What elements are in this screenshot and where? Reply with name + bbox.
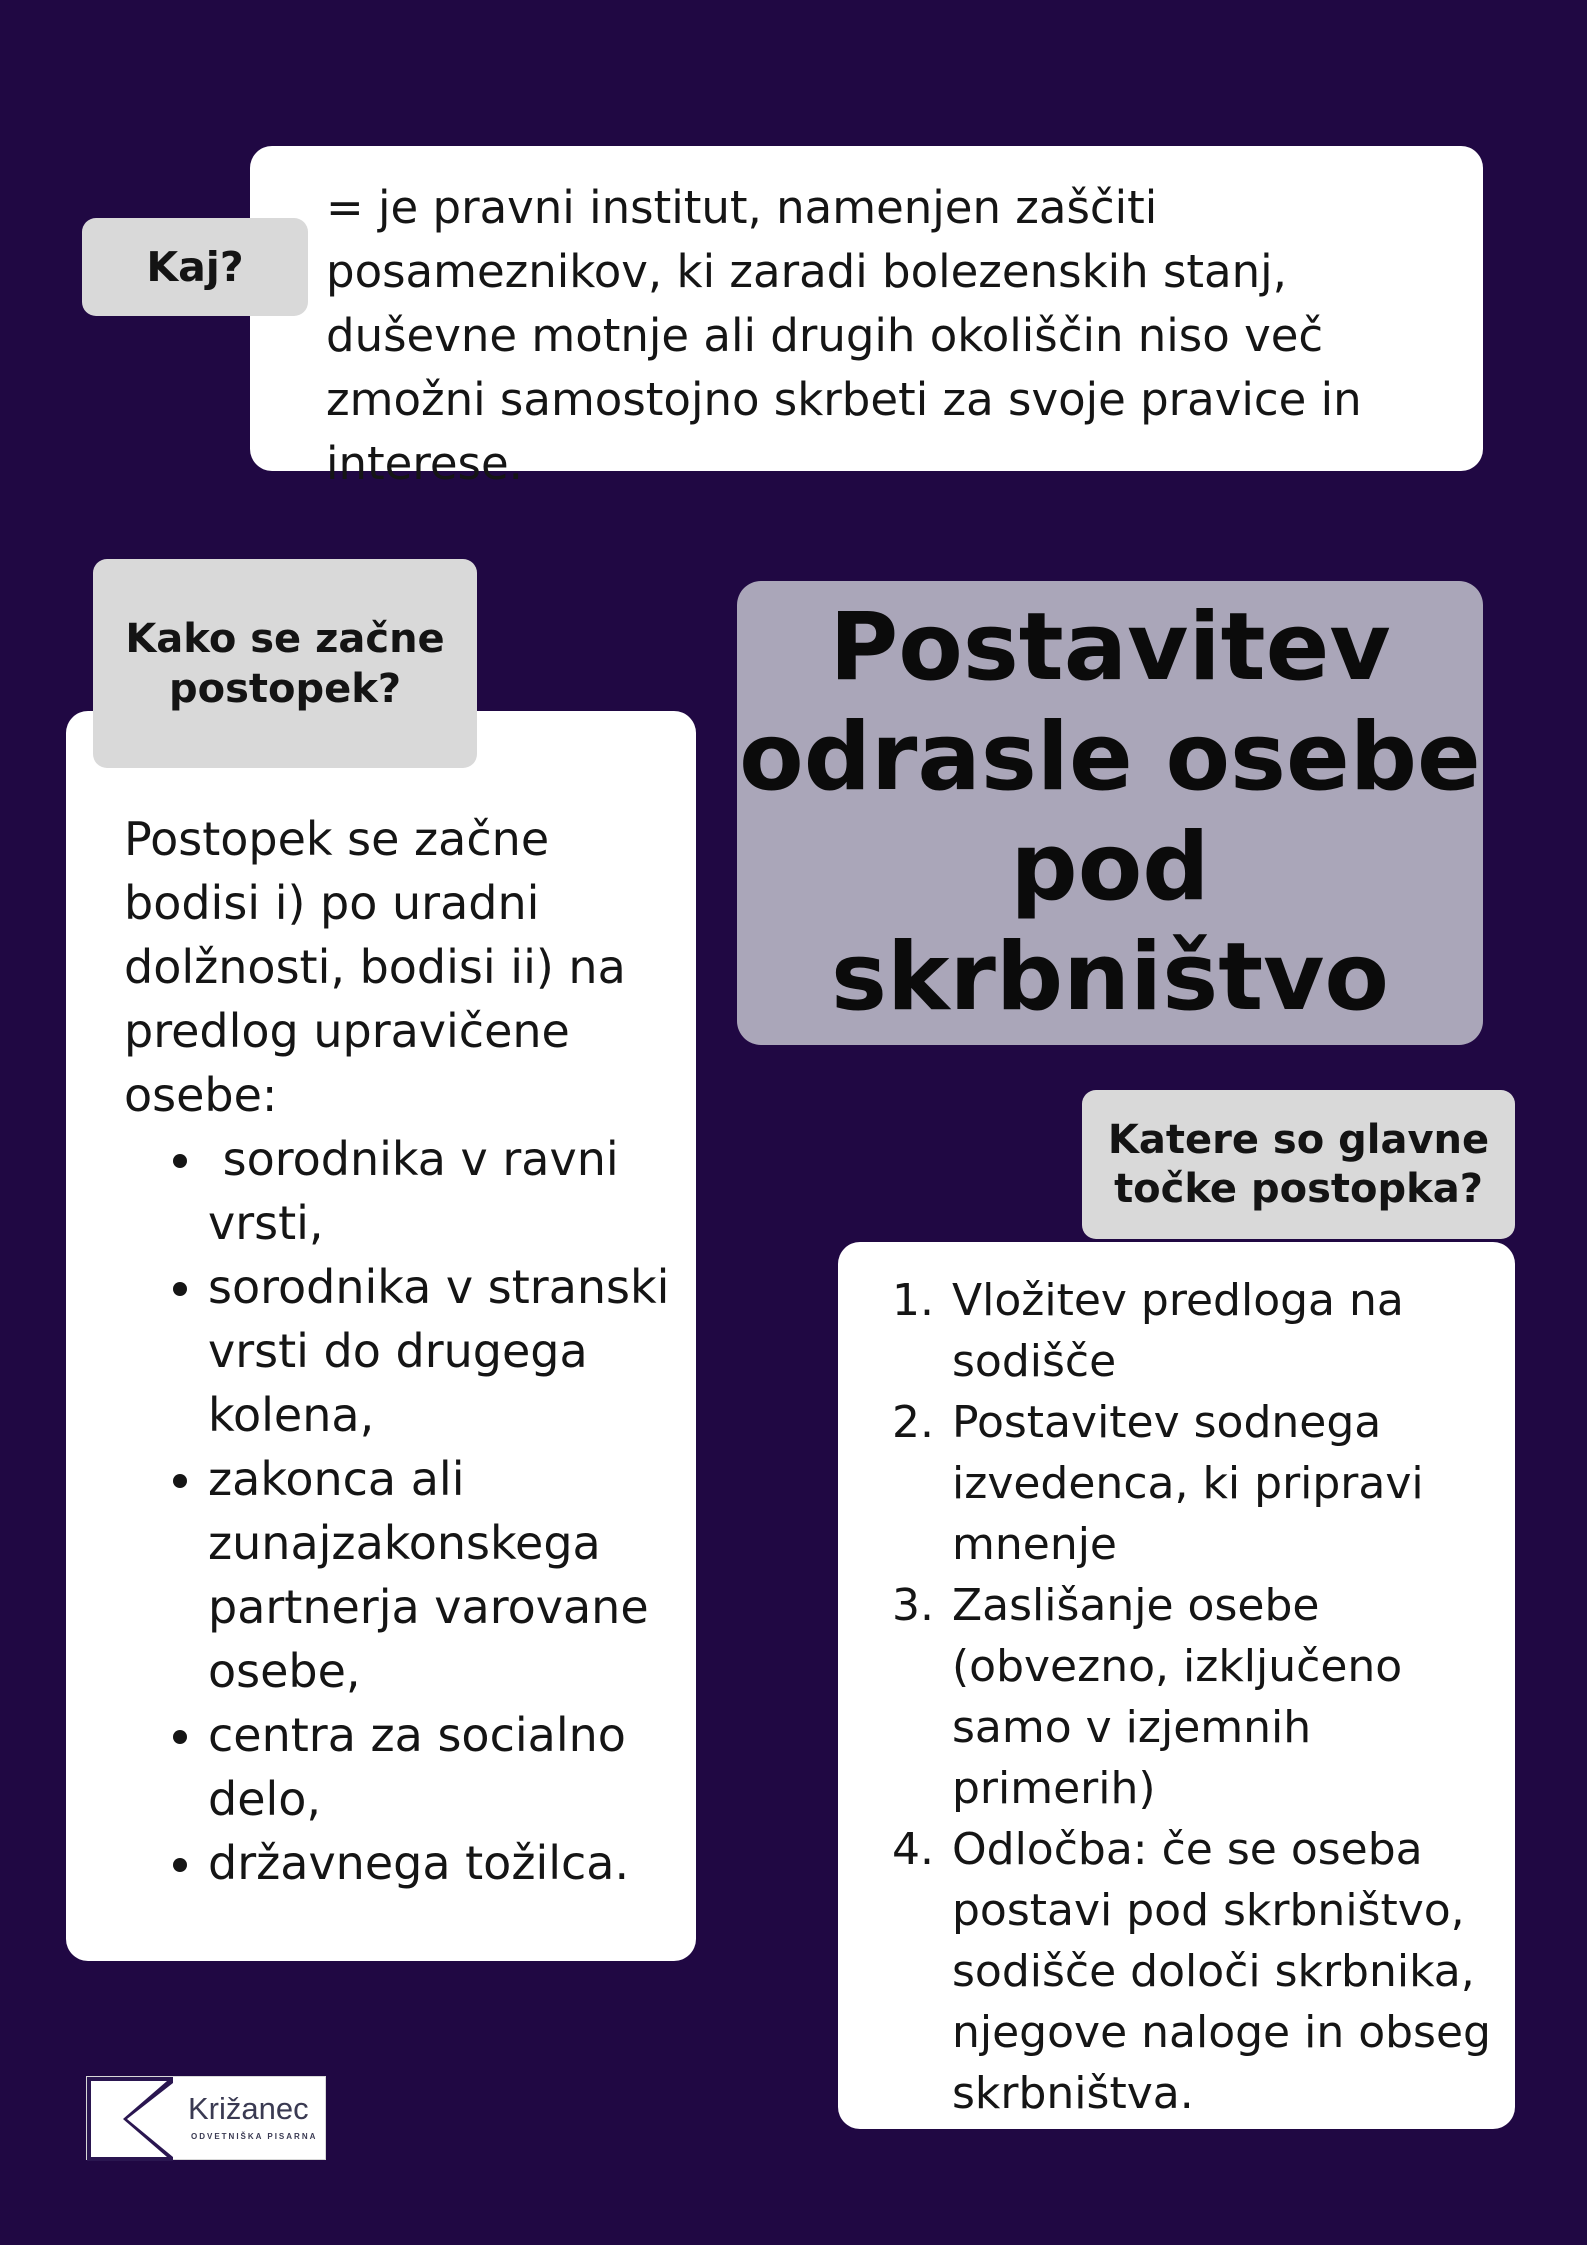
logo (86, 2076, 326, 2160)
list-item: • državnega tožilca. (208, 1831, 678, 1895)
initiation-list (208, 1127, 678, 1895)
list-item: 4. Odločba: če se oseba postavi pod skrbništvo, sodišče določi skrbnika, njegove naloge in obseg skrbništva. (948, 1819, 1508, 2124)
title-box (737, 581, 1483, 1045)
logo-chevron-icon (87, 2077, 187, 2161)
initiation-tag: Kako se začne postopek? (93, 559, 477, 768)
definition-text: = je pravni institut, namenjen zaščiti posameznikov, ki zaradi bolezenskih stanj, duševne motnje ali drugih okoliščin niso več zmožni samostojno skrbeti za svoje pravice in interese. (326, 181, 1362, 490)
definition-card (250, 146, 1483, 490)
list-item: 3. Zaslišanje osebe (obvezno, izključeno samo v izjemnih primerih) (948, 1575, 1508, 1819)
list-item: 1. Vložitev predloga na sodišče (948, 1270, 1508, 1392)
title-line: pod skrbništvo (831, 813, 1389, 1032)
logo-subtitle: ODVETNIŠKA PISARNA (191, 2132, 318, 2141)
initiation-card (66, 711, 696, 1961)
steps-list (948, 1270, 1508, 2124)
list-item: • centra za socialno delo, (208, 1703, 678, 1831)
steps-card (838, 1242, 1515, 2129)
steps-tag: Katere so glavne točke postopka? (1082, 1090, 1515, 1239)
title-line: odrasle osebe (739, 703, 1481, 812)
logo-name: Križanec (188, 2091, 309, 2126)
list-item: • sorodnika v stranski vrsti do drugega kolena, (208, 1255, 678, 1447)
list-item: • zakonca ali zunajzakonskega partnerja varovane osebe, (208, 1447, 678, 1703)
title-line: Postavitev (829, 593, 1391, 702)
list-item: • sorodnika v ravni vrsti, (208, 1127, 678, 1255)
page-title (737, 593, 1483, 1033)
list-item: 2. Postavitev sodnega izvedenca, ki pripravi mnenje (948, 1392, 1508, 1575)
initiation-intro: Postopek se začne bodisi i) po uradni dolžnosti, bodisi ii) na predlog upravičene osebe: (124, 812, 626, 1122)
definition-tag: Kaj? (82, 218, 308, 316)
